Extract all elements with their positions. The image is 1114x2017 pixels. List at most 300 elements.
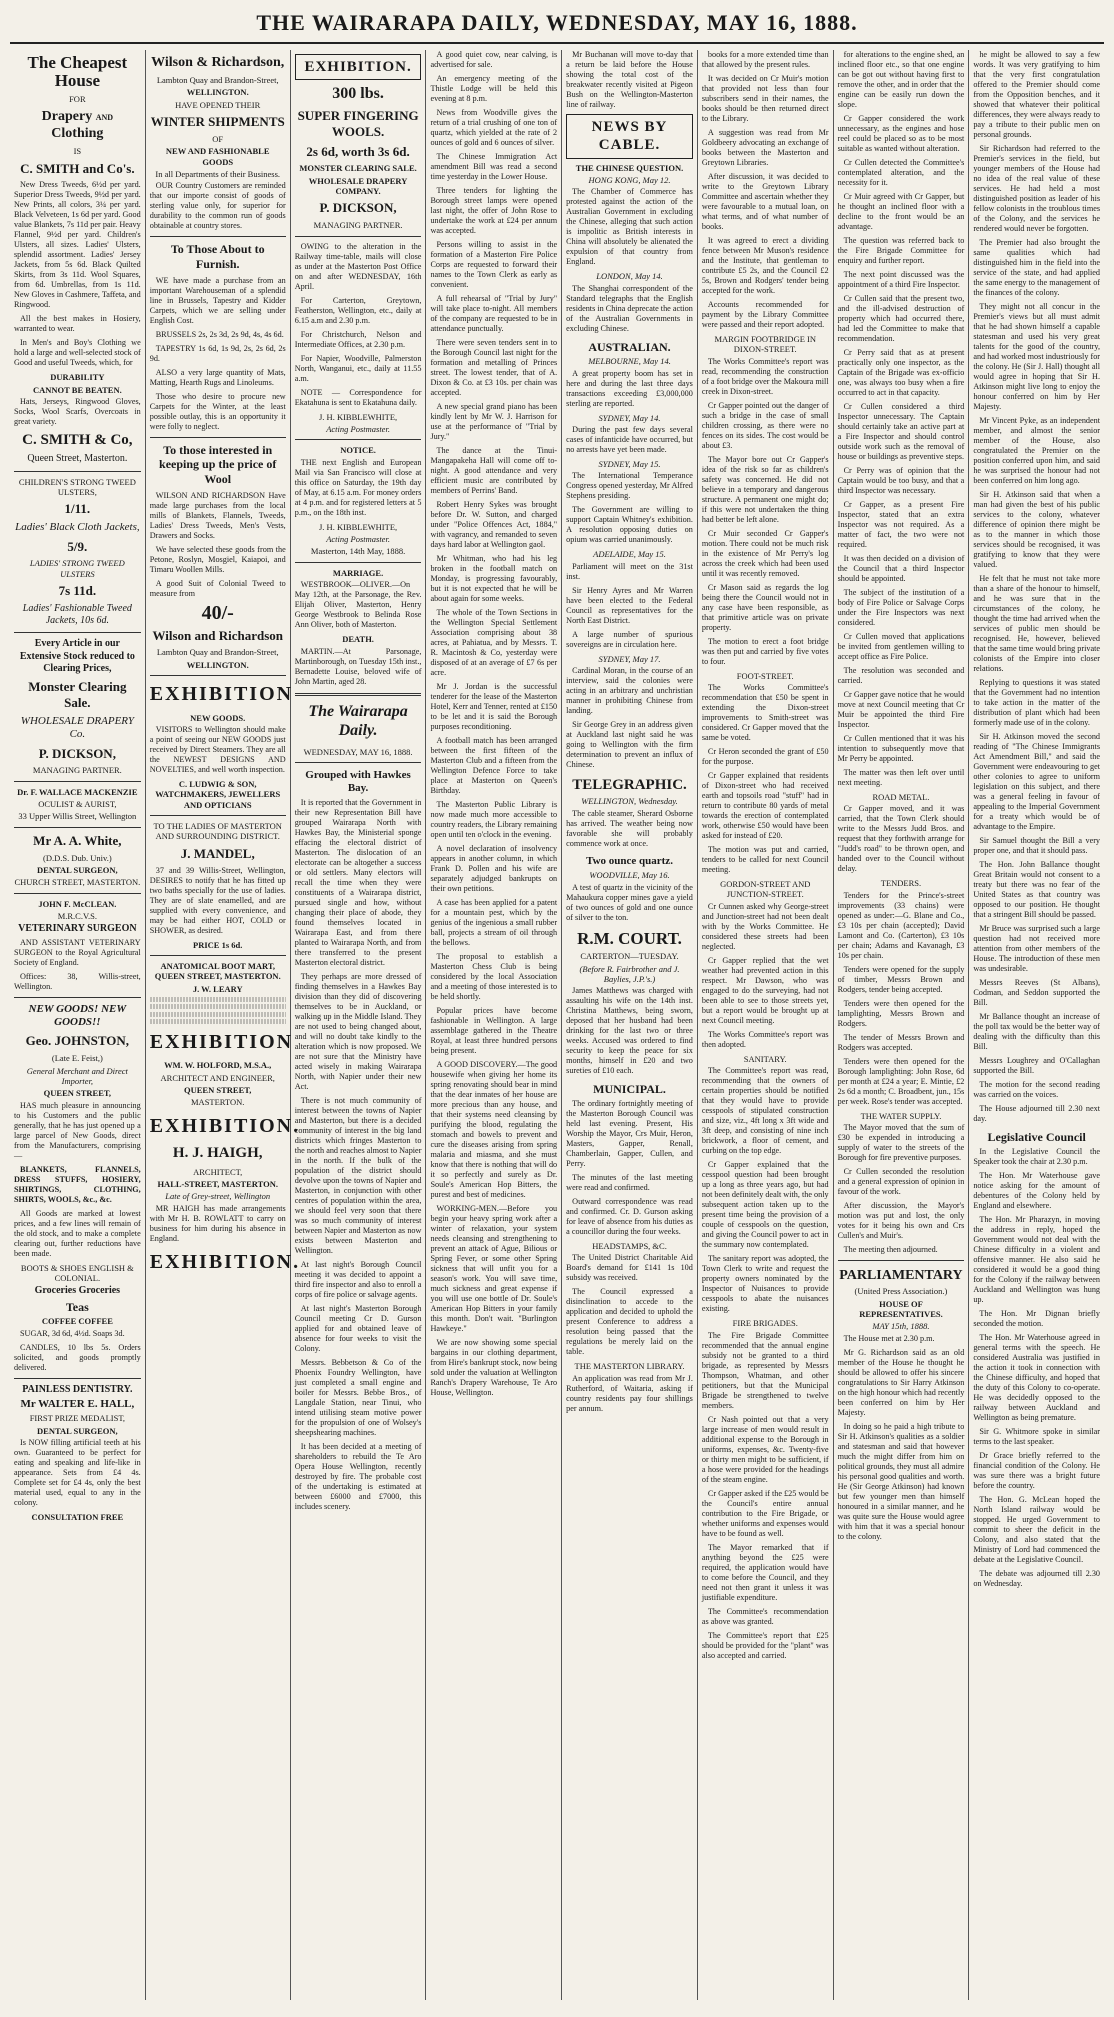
dateline: ADELAIDE, May 15. xyxy=(593,549,666,560)
dateline: LONDON, May 14. xyxy=(596,271,663,282)
ad-price: 1/11. xyxy=(64,501,91,517)
article-text: The Works Committee's report was then adopted. xyxy=(701,1029,829,1049)
ad-text: Queen Street, Masterton. xyxy=(27,453,128,465)
ad-text: BOOTS & SHOES ENGLISH & COLONIAL. xyxy=(20,1262,134,1284)
ad-text: Groceries Groceries xyxy=(34,1285,121,1297)
ad-text: Offices: 38, Willis-street, Wellington. xyxy=(14,971,141,991)
article-text: Cr Gapper asked if the £25 would be the Council's entire annual contribution to the Fire Brigade, or whether uniforms and expenses would have to be found as well. xyxy=(701,1488,829,1538)
article-text: After discussion, the Mayor's motion was put and lost, the only votes for it being his own and Crs Cullen's and Muir's. xyxy=(837,1201,965,1241)
notice-text: Acting Postmaster. xyxy=(326,534,390,545)
article-text: A good quiet cow, near calving, is advertised for sale. xyxy=(430,50,558,69)
article-text: The proposal to establish a Masterton Chess Club is being considered by the local Association and a meeting of those interested is to be held shortly. xyxy=(430,952,558,1001)
article-text: The tender of Messrs Brown and Rodgers was accepted. xyxy=(837,1032,965,1052)
article-text: Cr Cunnen asked why George-street and Junction-street had not been dealt with by the Works Committee. He considered these streets had been neglected. xyxy=(701,901,829,951)
notice-text: For Carterton, Greytown, Featherston, Wellington, etc., daily at 6.15 a.m and 2.30 p.m. xyxy=(294,295,422,325)
section-heading: TELEGRAPHIC. xyxy=(572,777,687,794)
article-text: We are now showing some special bargains in our clothing department, from Hire's bankrupt stock, now being sold under the valuation at Wellington Ranch's Drapery Warehouse, Te Aro House, Wellington. xyxy=(430,1338,558,1397)
subheading: HEADSTAMPS, &C. xyxy=(592,1240,667,1251)
article-text: A new special grand piano has been kindly lent by Mr W. J. Harrison for use at the performance of "Trial by Jury." xyxy=(430,402,558,441)
ad-text: JOHN F. McCLEAN. xyxy=(38,898,117,909)
article-text: Sir H. Atkinson moved the second reading of "The Chinese Immigrants Act Amendment Bill," and said the Government were endeavouring to get other colonies to agree to uniform legislation on this subject, and there was a general feeling in favour of appealing to the Imperial Government for a treaty which would be of advantage to the Empire. xyxy=(973,732,1101,831)
article-text: The Premier had also brought the same qualities which had distinguished him in the field into the service of the state, and had applied the same energy to the management of the finances of the colony. xyxy=(973,238,1101,297)
ad-text: Every Article in our Extensive Stock reduced to Clearing Prices, xyxy=(19,638,135,674)
subheading: FIRE BRIGADES. xyxy=(732,1318,798,1329)
ad-text: Late of Grey-street, Wellington xyxy=(165,1191,271,1202)
article-heading: HOUSE OF REPRESENTATIVES. xyxy=(859,1298,943,1319)
ad-firm: Mr A. A. White, xyxy=(33,832,122,848)
ad-firm: Wilson & Richardson, xyxy=(151,55,285,70)
article-text: An application was read from Mr J. Rutherford, of Waitaria, asking if country residents pay four shillings per annum. xyxy=(566,1373,693,1413)
ad-text: WELLINGTON. xyxy=(186,87,249,98)
ad-text: SUGAR, 3d 6d, 4½d. Soaps 3d. xyxy=(20,1328,125,1338)
article-text: The motion to erect a foot bridge was then put and carried by five votes to four. xyxy=(701,636,829,666)
section-heading: DEATH. xyxy=(342,634,374,645)
ad-heading: NEW GOODS! NEW GOODS!! xyxy=(28,1002,127,1029)
ad-firm: H. J. HAIGH, xyxy=(172,1145,263,1162)
dateline: MAY 15th, 1888. xyxy=(872,1321,930,1332)
article-text: MARTIN.—At Parsonage, Martinborough, on Tuesday 15th inst., Bernadette Louise, beloved wife of John Martin, aged 28. xyxy=(294,646,422,686)
newspaper-page xyxy=(10,10,1104,1997)
article-text: Cr Gapper gave notice that he would move at next Council meeting that Cr Muir be appointed the third Fire Inspector. xyxy=(837,690,965,729)
ad-heading: EXHIBITION. xyxy=(295,54,422,80)
article-text: Robert Henry Sykes was brought before Dr. W. Sutton, and charged under "Police Offences Act, 1884," with vagrancy, and remanded to seven days hard labor at Wellington gaol. xyxy=(430,500,558,549)
dateline: SYDNEY, May 14. xyxy=(598,412,661,423)
article-text: Cr Cullen moved that applications be invited from gentlemen willing to accept office as Fire Police. xyxy=(837,632,965,661)
article-text: Cr Muir seconded Cr Gapper's motion. There could not be much risk in the existence of Mr Perry's log across the creek which had been used until it was recently removed. xyxy=(701,528,829,578)
dateline: WOODVILLE, May 16. xyxy=(589,870,670,881)
notice-text: Acting Postmaster. xyxy=(326,424,390,435)
ad-text: CONSULTATION FREE xyxy=(31,1511,124,1522)
ad-text: M.R.C.V.S. xyxy=(57,911,97,922)
ad-price: 40/- xyxy=(201,601,234,624)
notice-text: For Napier, Woodville, Palmerston North, Wanganui, etc., daily at 11.55 a.m. xyxy=(294,353,422,383)
ad-text: OCULIST & AURIST, xyxy=(38,799,117,810)
article-text: Mr Whitman, who had his leg broken in the football match on Monday, is progressing favourably, but it is not expected that he will be about again for some weeks. xyxy=(430,554,558,603)
article-text: It was decided on Cr Muir's motion that provided not less than four subscribers send in their names, the books should be then returned direct to the Library. xyxy=(701,74,829,123)
article-text: for alterations to the engine shed, an inclined floor etc., so that one engine can be got out without having first to remove the other, and in order that the engine can be easily run down the slope. xyxy=(837,50,965,109)
dateline: WELLINGTON, Wednesday. xyxy=(581,796,678,807)
ad-text: MANAGING PARTNER. xyxy=(32,765,122,776)
ad-text: All Goods are marked at lowest prices, and a few lines will remain of the old stock, and to make a complete clearing out, further reductions have been made. xyxy=(14,1208,141,1258)
article-text: (United Press Association.) xyxy=(854,1286,948,1297)
ad-text: QUEEN STREET, xyxy=(184,1085,252,1096)
article-text: Cr Perry was of opinion that the Captain would be too busy, and that a third Inspector was necessary. xyxy=(837,466,965,495)
ad-text: CANNOT BE BEATEN. xyxy=(33,384,122,395)
article-text: Sir Richardson had referred to the Premier's services in the field, but younger members of the House had no idea of the real value of these services. He had held a most distinguished position as leader of his fellow colonists in the troublous times of the Colony, and the services he rendered would never be forgotten. xyxy=(973,144,1101,233)
article-text: The cable steamer, Sherard Osborne has arrived. The weather being now favorable she will probably commence work at once. xyxy=(566,808,693,848)
ad-text: BLANKETS, FLANNELS, DRESS STUFFS, HOSIERY, SHIRTINGS, CLOTHING, SHIRTS, WOOLS, &c., &c. xyxy=(14,1164,141,1204)
article-text: Sir George Grey in an address given at Auckland last night said he was going to Wellington with the firm determination to prevent an influx of Chinese. xyxy=(566,720,693,770)
article-text: Cr Perry said that as at present practically only one inspector, as the Captain of the Brigade was ex-officio one, was always too busy when a fire occurred to act in that capacity. xyxy=(837,348,965,397)
subheading: THE WATER SUPPLY. xyxy=(860,1110,942,1121)
article-text: The Mayor bore out Cr Gapper's idea of the risk so far as children's safety was concerned. He did not believe in a temporary and dangerous structure. A permanent one might do; if this were not undertaken the thing had better be left alone. xyxy=(701,454,829,524)
article-text: The Chamber of Commerce has protested against the action of the Australian Government in excluding the Chinese, alleging that such action is impolitic as British interests in China will absolutely be alienated the expulsion of that country from England. xyxy=(566,187,693,267)
article-text: Tenders were then opened for the lamplighting, Messrs Brown and Rodgers. xyxy=(837,998,965,1028)
article-text: A football match has been arranged between the first fifteen of the Masterton Club and a fifteen from the Wellington Defence Force to take place at Masterton on Queen's Birthday. xyxy=(430,736,558,795)
ad-text: New Dress Tweeds, 6½d per yard. Superior Dress Tweeds, 9½d per yard. New Prints, all colors, 3¼ per yard. Black Velveteen, 1s 6d per yard. Good value Blankets, 7s 11d per pair. Heavy Flannel, 9½d per yard. Children's Ulsters, all sizes. Ladies' Ulsters, splendid assortment. Ladies' Jersey Jackets, from 5s 6d. Black Quilted Skirts, from 3s 11d. Wool Squares, from 6d. Umbrellas, from 1s 11d. New Gloves in Cashmere, Taffeta, and Ringwood. xyxy=(14,180,141,310)
ad-text: A good Suit of Colonial Tweed to measure from xyxy=(149,578,286,598)
ad-firm: C. SMITH and Co's. xyxy=(20,160,135,176)
ad-heading: WINTER SHIPMENTS xyxy=(150,114,285,130)
article-text: The subject of the institution of a body of Fire Police or Salvage Corps under the Fire Inspectors was next considered. xyxy=(837,588,965,627)
ad-text: Dr. F. WALLACE MACKENZIE xyxy=(17,786,138,797)
columns xyxy=(10,50,1104,2000)
ad-text: FIRST PRIZE MEDALIST, xyxy=(29,1413,126,1424)
article-text: During the past few days several cases of infanticide have occurred, but no arrests have yet been made. xyxy=(566,425,693,455)
article-text: The Council expressed a disinclination to accede to the application and decided to uphold the present Conference to address a resolution being passed that the regulations be merely laid on the table. xyxy=(566,1287,693,1357)
column-8 xyxy=(969,50,1104,2000)
masthead-title: THE WAIRARAPA DAILY, WEDNESDAY, MAY 16, 1888. xyxy=(256,10,858,35)
article-text: books for a more extended time than that allowed by the present rules. xyxy=(701,50,829,69)
subheading: FOOT-STREET. xyxy=(736,670,794,681)
article-text: Cr Gapper pointed out the danger of such a bridge in the case of small children crossing, as there were no fences on its sides. The cost would be about £3. xyxy=(701,400,829,450)
article-text: He felt that he must not take more than a share of the honour to himself, and he was sure that in the circumstances of the colony, he thought the time had arrived when the services of public men should be recognised. He, however, believed that the same time would bring private colonists of the Empire into closer relations. xyxy=(973,574,1101,673)
ad-text: J. W. LEARY xyxy=(192,983,243,994)
ad-text: Lambton Quay and Brandon-Street, xyxy=(156,647,279,658)
ad-text: TAPESTRY 1s 6d, 1s 9d, 2s, 2s 6d, 2s 9d. xyxy=(149,343,286,363)
subheading: TENDERS. xyxy=(880,878,922,889)
paper-date: WEDNESDAY, MAY 16, 1888. xyxy=(303,746,413,757)
notice-text: NOTE — Correspondence for Ekatahuna is sent to Ekatahuna daily. xyxy=(294,387,422,407)
article-text: The Mayor moved that the sum of £30 be expended in introducing a supply of water to the streets of the Borough for fire preventive purposes. xyxy=(837,1123,965,1163)
ad-text: FOR xyxy=(69,93,86,104)
ad-text: General Merchant and Direct Importer, xyxy=(26,1065,128,1087)
article-text: Sir G. Whitmore spoke in similar terms to the last speaker. xyxy=(973,1426,1101,1446)
article-text: The Mayor remarked that if anything beyond the £25 were required, the application would have to come before the Council, and they need not then grant it unless it was justifiable expenditure. xyxy=(701,1542,829,1602)
article-text: The debate was adjourned till 2.30 on Wednesday. xyxy=(973,1568,1101,1588)
ad-text: DENTAL SURGEON, xyxy=(37,865,118,876)
article-text: The Hon. Mr Dignan briefly seconded the motion. xyxy=(973,1308,1101,1328)
ad-text: 300 lbs. xyxy=(332,85,384,103)
ad-text: CHURCH STREET, MASTERTON. xyxy=(14,877,141,888)
notice-text: Masterton, 14th May, 1888. xyxy=(310,546,406,557)
ad-text: ARCHITECT AND ENGINEER, xyxy=(160,1072,275,1083)
dateline: HONG KONG, May 12. xyxy=(588,174,671,185)
article-text: Cr Cullen considered a third Inspector unnecessary. The Captain should certainly take an active part at a Fire Inspector and should control outside work such as the removal of house or buildings as preventive steps. xyxy=(837,402,965,461)
article-text: Outward correspondence was read and confirmed. Cr. D. Gurson asking for leave of absence from his duties as a councillor during the four weeks. xyxy=(566,1196,693,1236)
article-text: A large number of spurious sovereigns are in circulation here. xyxy=(566,629,693,649)
subheading: MARGIN FOOTBRIDGE IN DIXON-STREET. xyxy=(714,334,816,355)
article-text: James Matthews was charged with assaulting his wife on the 14th inst. Christina Matthews, being sworn, deposed that her husband had been drinking for the last two or three weeks. Accused was ordered to find security to keep the peace for six months, himself in £20 and two sureties of £10 each. xyxy=(566,986,693,1076)
ad-text: C. LUDWIG & SON, WATCHMAKERS, JEWELLERS AND OPTICIANS xyxy=(155,778,281,810)
section-heading: MUNICIPAL. xyxy=(593,1082,666,1097)
ad-text: ANATOMICAL BOOT MART, QUEEN STREET, MASTERTON. xyxy=(154,960,281,982)
ad-text: We have selected these goods from the Petone, Roslyn, Mosgiel, Kaiapoi, and Timaru Woollen Mills. xyxy=(149,544,286,574)
article-text: At last night's Masterton Borough Council meeting Cr D. Gurson applied for and obtained leave of absence for four weeks to visit the Colony. xyxy=(294,1303,422,1353)
article-text: In the Legislative Council the Speaker took the chair at 2.30 p.m. xyxy=(973,1146,1101,1166)
article-text: The question was referred back to the Fire Brigade Committee for enquiry and further report. xyxy=(837,236,965,265)
article-text: The dance at the Tinui-Mangapakeha Hall will come off to-night. A good attendance and very efficient music are contributed by members of Perrins' Band. xyxy=(430,446,558,495)
ad-text: Lambton Quay and Brandon-Street, xyxy=(156,75,279,86)
ad-heading: EXHIBITION xyxy=(149,1031,294,1053)
ad-text: OUR Country Customers are reminded that our importe consist of goods of sterling value only, for superior for durability to the common run of goods obtainable at country stores. xyxy=(149,181,286,231)
ad-text: NEW GOODS. xyxy=(190,712,246,723)
article-text: A full rehearsal of "Trial by Jury" will take place to-night. All members of the company are requested to be in attendance punctually. xyxy=(430,294,558,333)
ad-text: BRUSSELS 2s, 2s 3d, 2s 9d, 4s, 4s 6d. xyxy=(155,329,284,339)
ad-text: Is NOW filling artificial teeth at his own. Guaranteed to be perfect for eating and speaking and life-like in appearance. Sets from £4 4s. Complete set for £4 4s, only the best material used, equal to any in the colony. xyxy=(14,1437,141,1507)
ad-firm: Mr WALTER E. HALL, xyxy=(20,1397,135,1410)
notice-heading: NOTICE. xyxy=(340,445,376,456)
article-text: Cr Muir agreed with Cr Gapper, but he thought an inclined floor with a decline to the front would be an advantage. xyxy=(837,192,965,231)
article-text: The Masterton Public Library is now made much more accessible to country readers, the Library remaining open until ten o'clock in the evening. xyxy=(430,800,558,839)
ad-heading: To Those About to Furnish. xyxy=(170,242,265,272)
ad-firm: Geo. JOHNSTON, xyxy=(25,1033,130,1049)
ad-text: CHILDREN'S STRONG TWEED ULSTERS, xyxy=(18,476,136,497)
article-text: Cr Mason said as regards the log being there the Council would not in any case have been responsible, as that primitive article was on private property. xyxy=(701,582,829,632)
section-heading: Legislative Council xyxy=(987,1130,1086,1144)
ad-text: Hats, Jerseys, Ringwood Gloves, Socks, Wool Scarfs, Overcoats in great variety. xyxy=(14,397,141,427)
ad-heading: The Cheapest House xyxy=(27,53,128,90)
article-text: Cr Cullen detected the Committee's contemplated alteration, and the necessity for it. xyxy=(837,158,965,187)
column-4 xyxy=(426,50,562,2000)
article-text: A test of quartz in the vicinity of the Mahaukura copper mines gave a yield of two ounces of gold and one ounce of silver to the ton. xyxy=(566,882,693,922)
article-heading: Grouped with Hawkes Bay. xyxy=(305,768,411,795)
paper-nameplate: The Wairarapa Daily. xyxy=(308,702,408,740)
ad-text: WE have made a purchase from an important Warehouseman of a splendid line in Brussels, Tapestry and Kidder Carpets, which we are selling under English Cost. xyxy=(149,275,286,325)
article-text: Cr Gapper considered the work unnecessary, as the engines and hose reel could be placed so as to be most suitable as wanted without alteration. xyxy=(837,114,965,153)
column-5 xyxy=(562,50,698,2000)
ad-text: 37 and 39 Willis-Street, Wellington, DESIRES to notify that he has fitted up two baths specially for the use of ladies. They are of slate enamelled, and are supplied with every convenience, and may be had either HOT, COLD or SHOWER, as desired. xyxy=(149,865,286,935)
ad-heading: To those interested in keeping up the price of Wool xyxy=(159,442,277,486)
article-text: They might not all concur in the Premier's views but all must admit that he had shown himself a capable statesman and used his very great talents for the good of the country, and had worked most industriously for the colony. He (Sir J. Hall) thought all would agree in hoping that Sir H. Atkinson might live long to enjoy the honour conferred on him by Her Majesty. xyxy=(973,302,1101,411)
ad-text: In Men's and Boy's Clothing we hold a large and well-selected stock of Good and useful Tweeds, which, for xyxy=(14,338,141,368)
article-text: News from Woodville gives the return of a trial crushing of one ton of quartz, which yielded at the rate of 2 ounces of gold and 6 ounces of silver. xyxy=(430,108,558,147)
article-text: The Committee's report was read, recommending that the owners of certain properties should be notified that they would have to provide cesspools of stipulated construction and size, viz., 4ft long x 3ft wide and 3ft deep, and consisting of nine inch brickwork, a floor of cement, and curbing on the top edge. xyxy=(701,1066,829,1156)
notice-text: OWING to the alteration in the Railway time-table, mails will close as under at the Masterton Post Office on and after WEDNESDAY, 16th April. xyxy=(294,241,422,291)
article-text: Tenders were opened for the supply of timber, Messrs Brown and Rodgers, tender being accepted. xyxy=(837,964,965,994)
ad-text: LADIES' STRONG TWEED ULSTERS xyxy=(29,558,125,579)
article-text: The House met at 2.30 p.m. xyxy=(843,1333,935,1343)
article-text: The Hon. Mr Waterhouse gave notice asking for the amount of debentures of the Colony held by England and elsewhere. xyxy=(973,1170,1101,1210)
column-1 xyxy=(10,50,146,2000)
section-heading: MARRIAGE. xyxy=(332,567,384,578)
notice-text: For Christchurch, Nelson and Intermediate Offices, at 2.30 p.m. xyxy=(294,329,422,349)
article-text: A suggestion was read from Mr Goldbeery advocating an exchange of books between the Masterton and Greytown Libraries. xyxy=(701,128,829,167)
article-text: Mr Ballance thought an increase of the poll tax would be the better way of dealing with the difficulty than this Bill. xyxy=(973,1012,1101,1051)
ad-text: Ladies' Fashionable Tweed Jackets, 10s 6d. xyxy=(22,603,132,627)
section-heading: R.M. COURT. xyxy=(577,928,682,948)
article-text: Mr G. Richardson said as an old member of the House he thought he should be allowed to offer his sincere congratulations to Sir Harry Atkinson on the high honour which had recently been conferred on him by Her Majesty. xyxy=(837,1347,965,1417)
article-text: WESTBROOK—OLIVER.—On May 12th, at the Parsonage, the Rev. Elijah Oliver, Masterton, Henry George Westbrook to Belinda Rose Ann Oliver, both of Masterton. xyxy=(294,580,422,630)
ad-price: 2s 6d, worth 3s 6d. xyxy=(306,143,410,159)
article-text: It has been decided at a meeting of shareholders to rebuild the Te Aro Opera House Wellington, recently destroyed by fire. The probable cost of the undertaking is estimated at between £6000 and £7000, this includes scenery. xyxy=(294,1441,422,1511)
article-text: Cr Cullen seconded the resolution and a general expression of opinion in favour of the work. xyxy=(837,1167,965,1197)
ad-text: TO THE LADIES OF MASTERTON AND SURROUNDING DISTRICT. xyxy=(153,820,282,842)
ad-text: AND xyxy=(95,113,114,123)
article-text: Mr J. Jordan is the successful tenderer for the lease of the Masterton Hotel, Kerr and Tenner, rented at £150 to be let and it is said the Borough purposes reconditioning. xyxy=(430,682,558,731)
ad-heading: Monster Clearing Sale. xyxy=(28,678,127,710)
article-text: The Fire Brigade Committee recommended that the annual engine subsidy not be granted to a third brigade, as represented by Messrs Thompson, Whatman, and other petitioners, but that the Municipal Brigade be strengthened to twelve members. xyxy=(701,1330,829,1410)
ad-text: Ladies' Black Cloth Jackets, xyxy=(15,521,140,534)
ad-price: 7s 11d. xyxy=(58,583,97,599)
article-text: The Hon. John Ballance thought Great Britain would not consent to a treaty but there was no fear of the United States as that country was opposed to our position. He thought that a stringent Bill should be passed. xyxy=(973,860,1101,919)
ad-text: WM. W. HOLFORD, M.S.A., xyxy=(164,1060,272,1071)
ad-text: 33 Upper Willis Street, Wellington xyxy=(18,811,137,822)
ad-text: HAVE OPENED THEIR xyxy=(175,99,261,110)
article-text: Parliament will meet on the 31st inst. xyxy=(566,561,693,581)
ad-text: ALSO a very large quantity of Mats, Matting, Hearth Rugs and Linoleums. xyxy=(149,367,286,387)
article-text: he might be allowed to say a few words. It was very gratifying to him that the very first congratulation offered to the Premier should come from the Opposition benches, and it showed that whatever their political differences, they were always ready to pay a tribute to their public men on personal grounds. xyxy=(973,50,1101,139)
ad-firm: Wilson and Richardson xyxy=(152,627,283,643)
ad-text: SUPER FINGERING WOOLS. xyxy=(297,107,419,139)
ad-heading: EXHIBITION. xyxy=(149,1114,301,1137)
article-text: The sanitary report was adopted, the Town Clerk to write and request the property owners nominated by the Inspector of Nuisances to provide cesspools to abate the nuisances existing. xyxy=(701,1254,829,1314)
article-text: The Government are willing to support Captain Whitney's exhibition. A resolution opposing duties on opium was carried unanimously. xyxy=(566,505,693,545)
article-text: Cr Cullen said that the present two, and the ill-advised destruction of property which had occurred there, had led the Committee to make that recommendation. xyxy=(837,294,965,343)
article-text: It was agreed to erect a dividing fence between Mr Muson's residence and the Institute, that gentleman to contribute £5 2s, and the Council £2 5s, Brown and Rodgers' tender being accepted for the work. xyxy=(701,236,829,295)
article-text: Tenders for the Prince's-street improvements (33 chains) were opened as under:—G. Blane and Co., £3 10s per chain (accepted); David Lamont and Co. (Carterton), £3 10s per chain; Adams and Kavanagh, £3 10s per chain. xyxy=(837,890,965,960)
subheading: THE MASTERTON LIBRARY. xyxy=(574,1361,685,1372)
article-text: The United District Charitable Aid Board's demand for £141 1s 10d subsidy was received. xyxy=(566,1253,693,1283)
article-text: Messrs Reeves (St Albans), Codman, and Seddon supported the Bill. xyxy=(973,978,1101,1007)
section-heading: NEWS BY CABLE. xyxy=(566,114,693,159)
article-text: Messrs. Bebbetson & Co of the Phoenix Foundry Wellington, have just completed a small engine and boiler for Messrs. Bebbe Bros., of Langdale Station, near Tinui, who intend utilising steam motive power for the propulsion of one of Wolsey's sheepshearing machines. xyxy=(294,1357,422,1437)
article-text: The minutes of the last meeting were read and confirmed. xyxy=(566,1172,693,1192)
article-text: There were seven tenders sent in to the Borough Council last night for the formation and metalling of Princes street. The lowest tender, that of A. Dixon & Co. at £3 10s. per chain was accepted. xyxy=(430,338,558,397)
article-text: Cr Cullen mentioned that it was his intention to subsequently move that Mr Perry be appointed. xyxy=(837,734,965,763)
article-text: The meeting then adjourned. xyxy=(843,1245,938,1255)
ad-text: HAS much pleasure in announcing to his Customers and the public generally, that he has just opened up a large parcel of New Goods, direct from the Manufacturers, comprising— xyxy=(14,1100,141,1160)
notice-text: J. H. KIBBLEWHITE, xyxy=(319,411,398,422)
subheading: ROAD METAL. xyxy=(872,792,930,802)
article-text: Cr Gapper explained that the cesspool question had been brought up a long as three years ago, but had not been definitely dealt with, the only subsequent action taken up to the present time being the provision of a couple of cesspools on the question, and giving the Council power to act in the summary now contemplated. xyxy=(701,1160,829,1250)
article-text: Cr Nash pointed out that a very large increase of men would result in additional expense to the Borough in uniforms, expenses, &c. Twenty-five or thirty men might to be sufficient, if a hose were provided for the headings of the steam engine. xyxy=(701,1414,829,1484)
article-text: The Hon. G. McLean hoped the North Island railway would be stopped. He urged Government to commit to sheer the deficit in the Colony, and also stated that the Ministry of Lord had commenced the debate at the Legislative Council. xyxy=(973,1494,1101,1564)
ad-firm: P. DICKSON, xyxy=(319,200,397,216)
ad-text: COFFEE COFFEE xyxy=(41,1316,113,1327)
article-text: Replying to questions it was stated that the Government had no intention to take action in the matter of the distribution of plant which had been formerly made use of in the colony. xyxy=(973,678,1101,727)
ad-text: ARCHITECT, xyxy=(193,1166,243,1177)
ad-text: Those who desire to procure new Carpets for the Winter, at the least possible outlay, this is an opportunity it were folly to neglect. xyxy=(149,391,286,431)
dateline: SYDNEY, May 17. xyxy=(598,653,661,664)
article-text: Mr Vincent Pyke, as an independent member, and almost the senior member of the House, also congratulated the Premier on the position conferred upon him, and said he was surprised the honour had not been conferred on him long ago. xyxy=(973,416,1101,485)
article-text: At last night's Borough Council meeting it was decided to appoint a third fire inspector and also to enroll a corps of fire police or salvage agents. xyxy=(294,1259,422,1299)
ad-text: In all Departments of their Business. xyxy=(155,169,281,180)
article-text: The whole of the Town Sections in the Wellington Special Settlement Association comprising about 38 acres, at Pahiatua, and by Messrs. T. R. Macintosh & Co, yesterday were disposed of at an average of £7 6s per acre. xyxy=(430,608,558,677)
article-text: After discussion, it was decided to write to the Greytown Library Committee and ascertain whether they were favourable to a mutual loan, on what terms, and of what number of books. xyxy=(701,172,829,231)
article-text: The Works Committee's report was read, recommending the construction of a foot bridge over the Makoura mill creek in Dixon-street. xyxy=(701,356,829,396)
article-text: Cr Gapper moved, and it was carried, that the Town Clerk should write to the Messrs Judd Bros. and request that they forthwith arrange for "Judd's road" to be thrown open, and handed over to the Council without delay. xyxy=(837,804,965,874)
article-text: The next point discussed was the appointment of a third Fire Inspector. xyxy=(837,270,965,289)
article-text: Tenders were then opened for the Borough lamplighting: John Rose, 6d per month at £24 a year; E. Mintie, £2 2s 6d a month; C. Broadbent, jun., 15s per week. Rose's tender was accepted. xyxy=(837,1056,965,1106)
article-text: The Shanghai correspondent of the Standard telegraphs that the English residents in China deprecate the action of the Australian Governments in excluding Chinese. xyxy=(566,283,693,333)
article-text: The ordinary fortnightly meeting of the Masterton Borough Council was held last evening. Present, His Worship the Mayor, Crs Muir, Heron, Masters, Gapper, Renall, Chamberlain, Gapper, Cullen, and Perry. xyxy=(566,1098,693,1168)
article-text: The International Temperance Congress opened yesterday, Mr Alfred Stephens presiding. xyxy=(566,471,693,501)
article-text: Mr Bruce was surprised such a large question had not received more attention from other members of the House. The introduction of these men was undesirable. xyxy=(973,924,1101,973)
article-heading: Two ounce quartz. xyxy=(586,854,673,867)
article-text: There is not much community of interest between the towns of Napier and Masterton, but there is a decided community of interest in the big land districts which fringes Masterton to the north and reaches almost to Napier in the north. If the bulk of the population of the district should devolve upon the towns of Napier and Masterton, in conjunction with other centres of population within the area, we should feel very soon that there was so much community of interest between Napier and Masterton as now exists between Masterton and Wellington. xyxy=(294,1095,422,1255)
article-text: A novel declaration of insolvency appears in another column, in which Frank D. Pollen and his wife are separately adjudged bankrupts on their own petitions. xyxy=(430,844,558,893)
article-text: Messrs Loughrey and O'Callaghan supported the Bill. xyxy=(973,1056,1101,1075)
notice-text: THE next English and European Mail via San Francisco will close at this office on Saturday, the 19th day of May, at 6.15 a.m. For money orders at 4 p.m. and for registered letters at 5 p.m., on the 18th inst. xyxy=(294,457,422,517)
article-text: An emergency meeting of the Thistle Lodge will be held this evening at 8 p.m. xyxy=(430,74,558,103)
article-text: Cardinal Moran, in the course of an interview, said the colonies were acting in an arbitrary and unchristian manner in prohibiting Chinese from landing. xyxy=(566,666,693,716)
ad-text: WILSON AND RICHARDSON Have made large purchases from the local mills of Blankets, Flannels, Tweeds, Ladies' Dress Tweeds, Men's Vests, Drawers and Socks. xyxy=(149,490,286,540)
article-text: Dr Grace briefly referred to the financial condition of the Colony. He was sure there was a bright future before the country. xyxy=(973,1450,1101,1490)
article-text: Cr Gapper explained that residents of Dixon-street who had received earth and topsoils road "stuff" had in return to contribute 80 yards of metal towards the erection of contemplated work, otherwise £50 would have been asked for instead of £20. xyxy=(701,771,829,841)
ad-text: WELLINGTON. xyxy=(186,659,249,670)
ad-text: Clothing xyxy=(51,126,104,142)
article-text: It was then decided on a division of the Council that a third Inspector should be appointed. xyxy=(837,554,965,583)
article-text: Cr Gapper, as a present Fire Inspector, stated that an extra Inspector was not required. As a matter of fact, the two were not required. xyxy=(837,500,965,549)
notice-text: J. H. KIBBLEWHITE, xyxy=(319,521,398,532)
article-heading: THE CHINESE QUESTION. xyxy=(575,162,684,173)
ad-price: PRICE 1s 6d. xyxy=(193,939,243,950)
article-text: The resolution was seconded and carried. xyxy=(837,666,965,685)
ad-heading: EXHIBITION. xyxy=(149,1250,301,1273)
ad-text: HALL-STREET, MASTERTON. xyxy=(157,1178,278,1189)
article-text: (Before R. Fairbrother and J. Baylies, J.P.'s.) xyxy=(579,963,680,984)
ad-text: MANAGING PARTNER. xyxy=(313,220,403,231)
ad-firm: P. DICKSON, xyxy=(38,745,116,761)
article-text: The Chinese Immigration Act amendment Bill was read a second time yesterday in the Lower House. xyxy=(430,152,558,181)
article-text: Sir Samuel thought the Bill a very proper one, and that it should pass. xyxy=(973,836,1101,855)
ad-text: QUEEN STREET, xyxy=(43,1088,112,1099)
column-3 xyxy=(291,50,427,2000)
ad-text: DURABILITY xyxy=(50,372,105,383)
ad-text: MONSTER CLEARING SALE. xyxy=(299,163,417,174)
dateline: CARTERTON—TUESDAY. xyxy=(580,951,679,962)
article-text: The Hon. Mr Pharazyn, in moving the address in reply, hoped the Government would not deal with the Chinese difficulty in a violent and offensive manner. He also said he considered it would be a good thing for the Colony if the railway between Auckland and Wellington was hung up. xyxy=(973,1214,1101,1304)
article-text: The motion was put and carried, tenders to be called for next Council meeting. xyxy=(701,845,829,875)
article-text: Persons willing to assist in the formation of a Masterton Fire Police Corps are requested to forward their names to the Town Clerk as early as convenient. xyxy=(430,240,558,289)
article-text: It is reported that the Government in their new Representation Bill have grouped Wairarapa North with Hawkes Bay, the Ministerial sponge effacing the electoral district of Masterton. The dislocation of an electorate can be altogether a success or old settlers. Many electors will recall the time when they were constituents of a Wairarapa district, pursued single and how, without changing their place of abode, they found themselves located in Wairarapa East, and from there planted to Wairarapa North, and from there transferred to the present Masterton electoral district. xyxy=(294,797,422,967)
article-text: A great property boom has set in here and during the last three days transactions exceeding £3,000,000 sterling are reported. xyxy=(566,368,693,408)
article-text: Cr Heron seconded the grant of £50 for the purpose. xyxy=(701,747,829,767)
ad-price: 5/9. xyxy=(67,538,88,554)
column-6 xyxy=(698,50,834,2000)
ad-text: VETERINARY SURGEON xyxy=(18,923,137,935)
masthead xyxy=(10,10,1104,44)
ad-text: OF xyxy=(212,134,224,145)
ad-heading: PAINLESS DENTISTRY. xyxy=(22,1383,133,1395)
article-text: Mr Buchanan will move to-day that a return be laid before the House showing the total cost of the breakwater recently visited at Pigeon Bush on the Wellington-Masterton line of railway. xyxy=(566,50,693,109)
ad-text: All the best makes in Hosiery, warranted to wear. xyxy=(14,314,141,334)
ad-text: NEW AND FASHIONABLE GOODS xyxy=(165,146,270,167)
dateline: SYDNEY, May 15. xyxy=(598,459,661,470)
ad-text: WHOLESALE DRAPERY COMPANY. xyxy=(308,175,408,197)
article-text: Three tenders for lighting the Borough street lamps were opened last night, the offer of John Rose to undertake the work at £24 per annum was accepted. xyxy=(430,186,558,235)
ad-firm: J. MANDEL, xyxy=(180,845,255,861)
section-heading: PARLIAMENTARY xyxy=(839,1268,963,1284)
ad-text: DENTAL SURGEON, xyxy=(37,1425,118,1436)
ad-text: (Late E. Feist,) xyxy=(51,1053,103,1064)
article-text: In doing so he paid a high tribute to Sir H. Atkinson's qualities as a soldier and statesman and said that however much the might differ from him on political grounds, they must all admire his personal good qualities and worth. He (Sir George Atkinson) had known but few younger men than himself honoured in a similar manner, and he was quite sure the House would agree with him that it was a special honour to the colony. xyxy=(837,1421,965,1541)
column-2 xyxy=(146,50,301,2000)
article-text: Accounts recommended for payment by the Library Committee were passed and their report adopted. xyxy=(701,300,829,329)
ad-text: WHOLESALE DRAPERY Co. xyxy=(20,714,134,741)
article-text: Sir Henry Ayres and Mr Warren have been elected to the Federal Council as representatives for the North East District. xyxy=(566,585,693,625)
article-text: The Committee's recommendation as above was granted. xyxy=(701,1606,829,1626)
ad-text: IS xyxy=(73,146,82,157)
ad-heading: EXHIBITION xyxy=(149,683,294,706)
ad-text: Drapery xyxy=(41,109,93,125)
ad-text: CANDLES, 10 lbs 5s. Orders solicited, and goods promptly delivered. xyxy=(14,1342,141,1372)
subheading: GORDON-STREET AND JUNCTION-STREET. xyxy=(720,879,811,900)
ad-firm: C. SMITH & Co, xyxy=(22,432,133,449)
column-7 xyxy=(834,50,970,2000)
ad-text: MASTERTON. xyxy=(191,1097,245,1108)
article-heading: AUSTRALIAN. xyxy=(588,339,671,354)
dateline: MELBOURNE, May 14. xyxy=(588,356,671,367)
ad-text: VISITORS to Wellington should make a point of seeing our NEW GOODS just received by Direct Steamers. They are all the NEWEST DESIGNS AND NOVELTIES, and well worth inspection. xyxy=(149,724,286,774)
article-text: The Works Committee's recommendation that £50 be spent in extending the Dixon-street improvements to Smith-street was considered. Cr Gapper moved that the same be voted. xyxy=(701,683,829,743)
article-text: WORKING-MEN.—Before you begin your heavy spring work after a winter of relaxation, your system needs cleansing and strengthening to prevent an attack of Ague, Bilious or Spring Fever, or some other Spring sickness that will unfit you for a season's work. You will save time, much sickness and great expense if you will use one bottle of Dr. Soule's American Hop Bitters in your family this month. Don't wait. "Burlington Hawkeye." xyxy=(430,1204,558,1333)
ad-text: (D.D.S. Dub. Univ.) xyxy=(43,852,112,863)
article-text: The matter was then left over until next meeting. xyxy=(837,768,965,787)
article-text: The Hon. Mr Waterhouse agreed in general terms with the speech. He considered Australia was justified in the action it took in connection with the Chinese difficulty, and hoped that the duty of this Colony to co-operate. He was decidedly opposed to the railway between Auckland and Wellington as being premature. xyxy=(973,1332,1101,1422)
subheading: SANITARY. xyxy=(743,1053,787,1064)
